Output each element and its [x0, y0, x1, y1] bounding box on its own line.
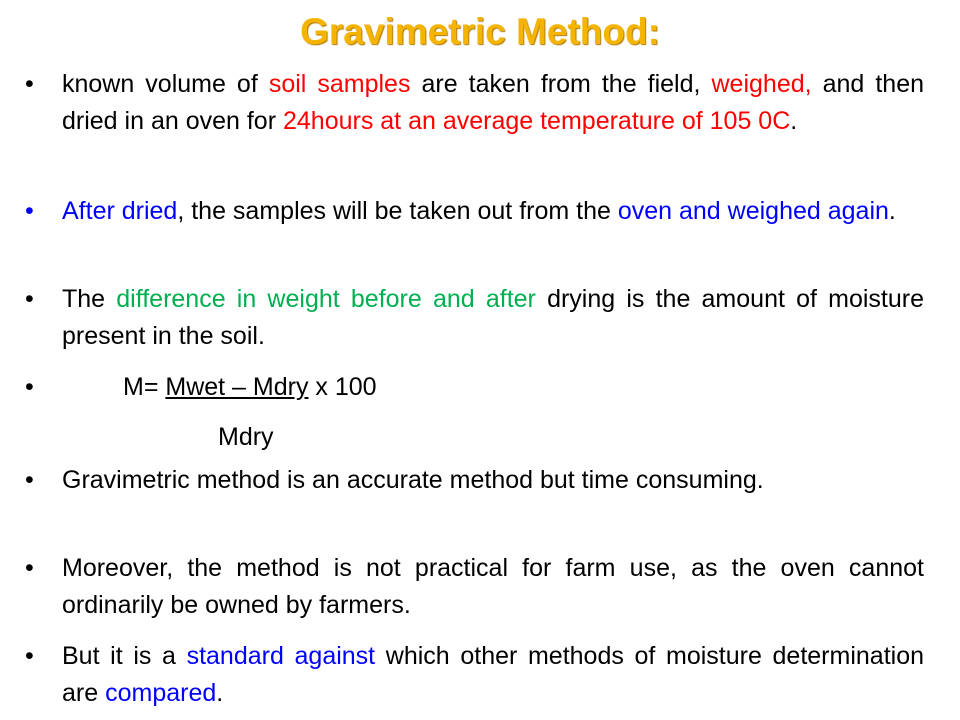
text-span: Gravimetric method is an accurate method but time consuming.: [62, 466, 764, 494]
formula-line: [123, 369, 377, 406]
text-span: .: [216, 679, 224, 707]
text-span: known volume of: [62, 70, 269, 98]
text-span: drying is the amount of moisture present in the soil.: [62, 285, 924, 350]
highlight-weight-difference: difference in weight before and after: [116, 285, 536, 313]
text-span: which other methods of moisture determination are: [62, 642, 924, 707]
text-span: and then dried in an oven for: [62, 70, 925, 135]
bullet-dot: •: [25, 197, 34, 225]
text-span: But it is a: [62, 642, 187, 670]
highlight-soil-samples: soil samples: [268, 70, 411, 98]
highlight-weighed: weighed,: [711, 70, 812, 98]
highlight-standard-against: standard against: [186, 642, 376, 670]
formula-denominator: Mdry: [218, 423, 274, 451]
text-span: are taken from the field,: [410, 70, 712, 98]
highlight-oven-weighed-again: oven and weighed again: [617, 197, 889, 225]
text-span: The: [62, 285, 117, 313]
formula-numerator: Mwet – Mdry: [165, 373, 309, 401]
bullet-dot: •: [25, 285, 34, 313]
text-span: , the samples will be taken out from the: [177, 197, 618, 225]
bullet-dot: •: [25, 373, 34, 401]
bullet-dot: •: [25, 554, 34, 582]
bullet-dot: •: [25, 70, 34, 98]
formula-multiplier: x 100: [308, 373, 377, 401]
text-span: .: [888, 197, 896, 225]
text-span: .: [790, 107, 798, 135]
bullet-dot: •: [25, 466, 34, 494]
bullet-dot: •: [25, 642, 34, 670]
slide-title: Gravimetric Method:: [300, 11, 660, 52]
highlight-drying-conditions: 24hours at an average temperature of 105 0C: [282, 107, 791, 135]
highlight-compared: compared: [105, 679, 217, 707]
bullet-item-moisture-difference: [25, 281, 924, 355]
bullet-item-reweigh: [25, 193, 924, 230]
bullet-item-soil-sampling: [25, 66, 925, 140]
formula-lhs: M=: [123, 373, 166, 401]
bullet-item-standard: [25, 638, 924, 712]
text-span: Moreover, the method is not practical for farm use, as the oven cannot ordinarily be owned by farmers.: [62, 554, 924, 619]
bullet-item-practicality: [25, 550, 924, 624]
bullet-item-accuracy: [25, 462, 924, 499]
highlight-after-dried: After dried: [62, 197, 178, 225]
